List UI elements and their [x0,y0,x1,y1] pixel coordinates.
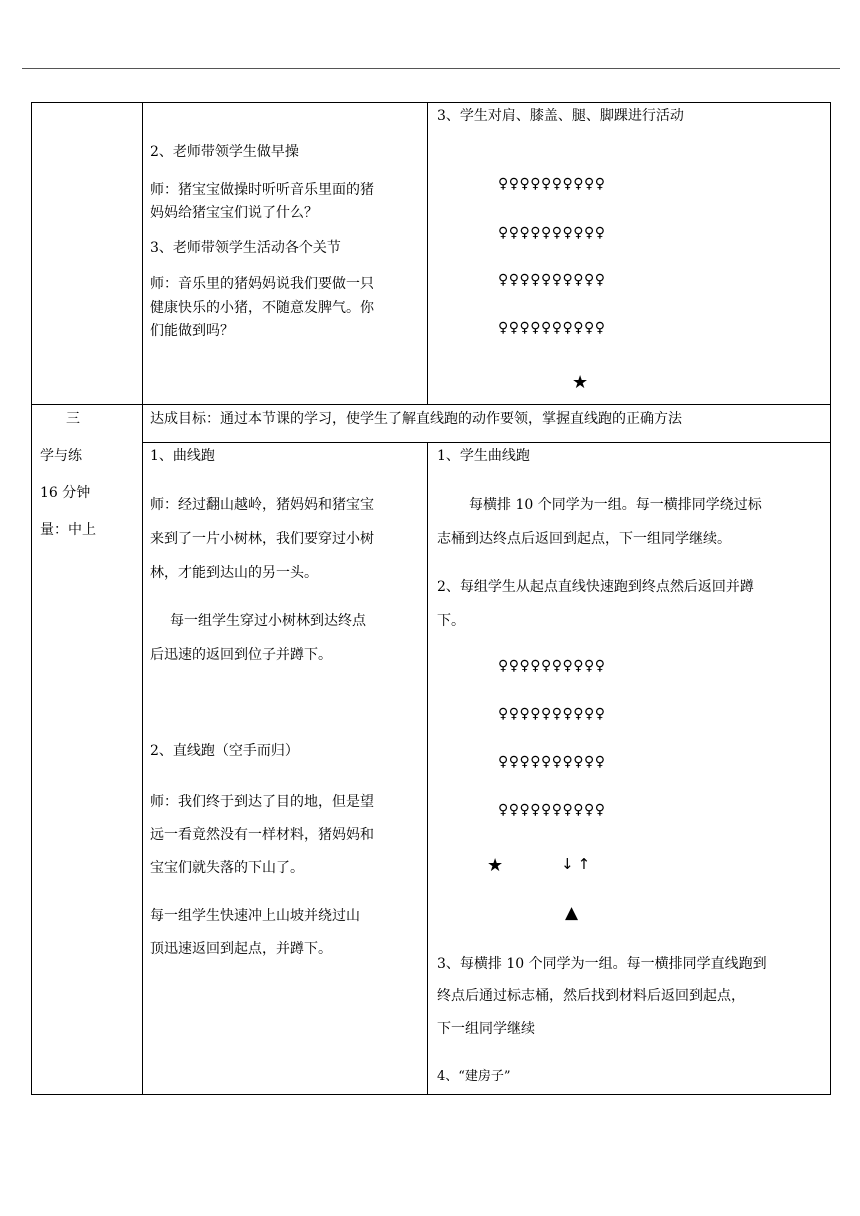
table-border-left [31,102,32,1094]
formation-row: ♀♀♀♀♀♀♀♀♀♀ [498,754,606,770]
formation-row: ♀♀♀♀♀♀♀♀♀♀ [498,225,606,241]
table-border-bottom [31,1094,831,1095]
row-divider-2 [142,442,831,443]
text-line: 师：我们终于到达了目的地，但是望 [150,794,374,810]
text-line: 3、每横排 10 个同学为一组。每一横排同学直线跑到 [437,956,767,972]
text-line: 2、老师带领学生做早操 [150,144,299,160]
text-line: 1、学生曲线跑 [437,448,530,464]
text-line: 来到了一片小树林，我们要穿过小树 [150,531,374,547]
text-line: 每横排 10 个同学为一组。每一横排同学绕过标 [469,497,762,513]
text-line: 师：猪宝宝做操时听听音乐里面的猪 [150,182,374,198]
text-line: 3、学生对肩、膝盖、腿、脚踝进行活动 [437,108,684,124]
text-line: 宝宝们就失落的下山了。 [150,860,304,876]
text-line: 健康快乐的小猪，不随意发脾气。你 [150,300,374,316]
text-line: 每一组学生快速冲上山坡并绕过山 [150,908,360,924]
text-line: 每一组学生穿过小树林到达终点 [170,613,366,629]
formation-row: ♀♀♀♀♀♀♀♀♀♀ [498,176,606,192]
teacher-star-icon: ★ [487,855,504,876]
learning-goal: 达成目标：通过本节课的学习，使学生了解直线跑的动作要领，掌握直线跑的正确方法 [150,411,682,427]
text-line: 远一看竟然没有一样材料，猪妈妈和 [150,827,374,843]
section-intensity: 量：中上 [40,522,96,538]
formation-row: ♀♀♀♀♀♀♀♀♀♀ [498,658,606,674]
text-line: 4、“建房子” [437,1069,511,1084]
text-line: 顶迅速返回到起点，并蹲下。 [150,941,332,957]
text-line: 师：音乐里的猪妈妈说我们要做一只 [150,276,374,292]
text-line: 下。 [437,613,465,629]
column-divider-2-top [427,102,428,404]
cone-marker-icon: ▲ [565,903,579,923]
text-line: 3、老师带领学生活动各个关节 [150,240,341,256]
text-line: 1、曲线跑 [150,448,215,464]
formation-row: ♀♀♀♀♀♀♀♀♀♀ [498,706,606,722]
text-line: 师：经过翻山越岭，猪妈妈和猪宝宝 [150,497,374,513]
text-line: 妈妈给猪宝宝们说了什么？ [150,205,318,221]
text-line: 后迅速的返回到位子并蹲下。 [150,647,332,663]
column-divider-1 [142,102,143,1094]
column-divider-2-bottom [427,442,428,1094]
text-line: 志桶到达终点后返回到起点，下一组同学继续。 [437,531,731,547]
up-down-arrows-icon: ↓↑ [561,855,595,873]
table-border-right [830,102,831,1094]
section-number: 三 [66,411,80,427]
section-duration: 16 分钟 [40,485,91,501]
text-line: 2、直线跑（空手而归） [150,743,299,759]
table-border-top [31,102,831,103]
text-line: 林，才能到达山的另一头。 [150,565,318,581]
text-line: 们能做到吗？ [150,323,234,339]
text-line: 2、每组学生从起点直线快速跑到终点然后返回并蹲 [437,579,754,595]
page-header-rule [22,68,840,69]
formation-row: ♀♀♀♀♀♀♀♀♀♀ [498,320,606,336]
teacher-star-icon: ★ [572,372,589,393]
text-line: 终点后通过标志桶，然后找到材料后返回到起点， [437,988,745,1004]
formation-row: ♀♀♀♀♀♀♀♀♀♀ [498,272,606,288]
section-title: 学与练 [40,448,82,464]
row-divider-1 [31,404,831,405]
text-line: 下一组同学继续 [437,1021,535,1037]
formation-row: ♀♀♀♀♀♀♀♀♀♀ [498,802,606,818]
